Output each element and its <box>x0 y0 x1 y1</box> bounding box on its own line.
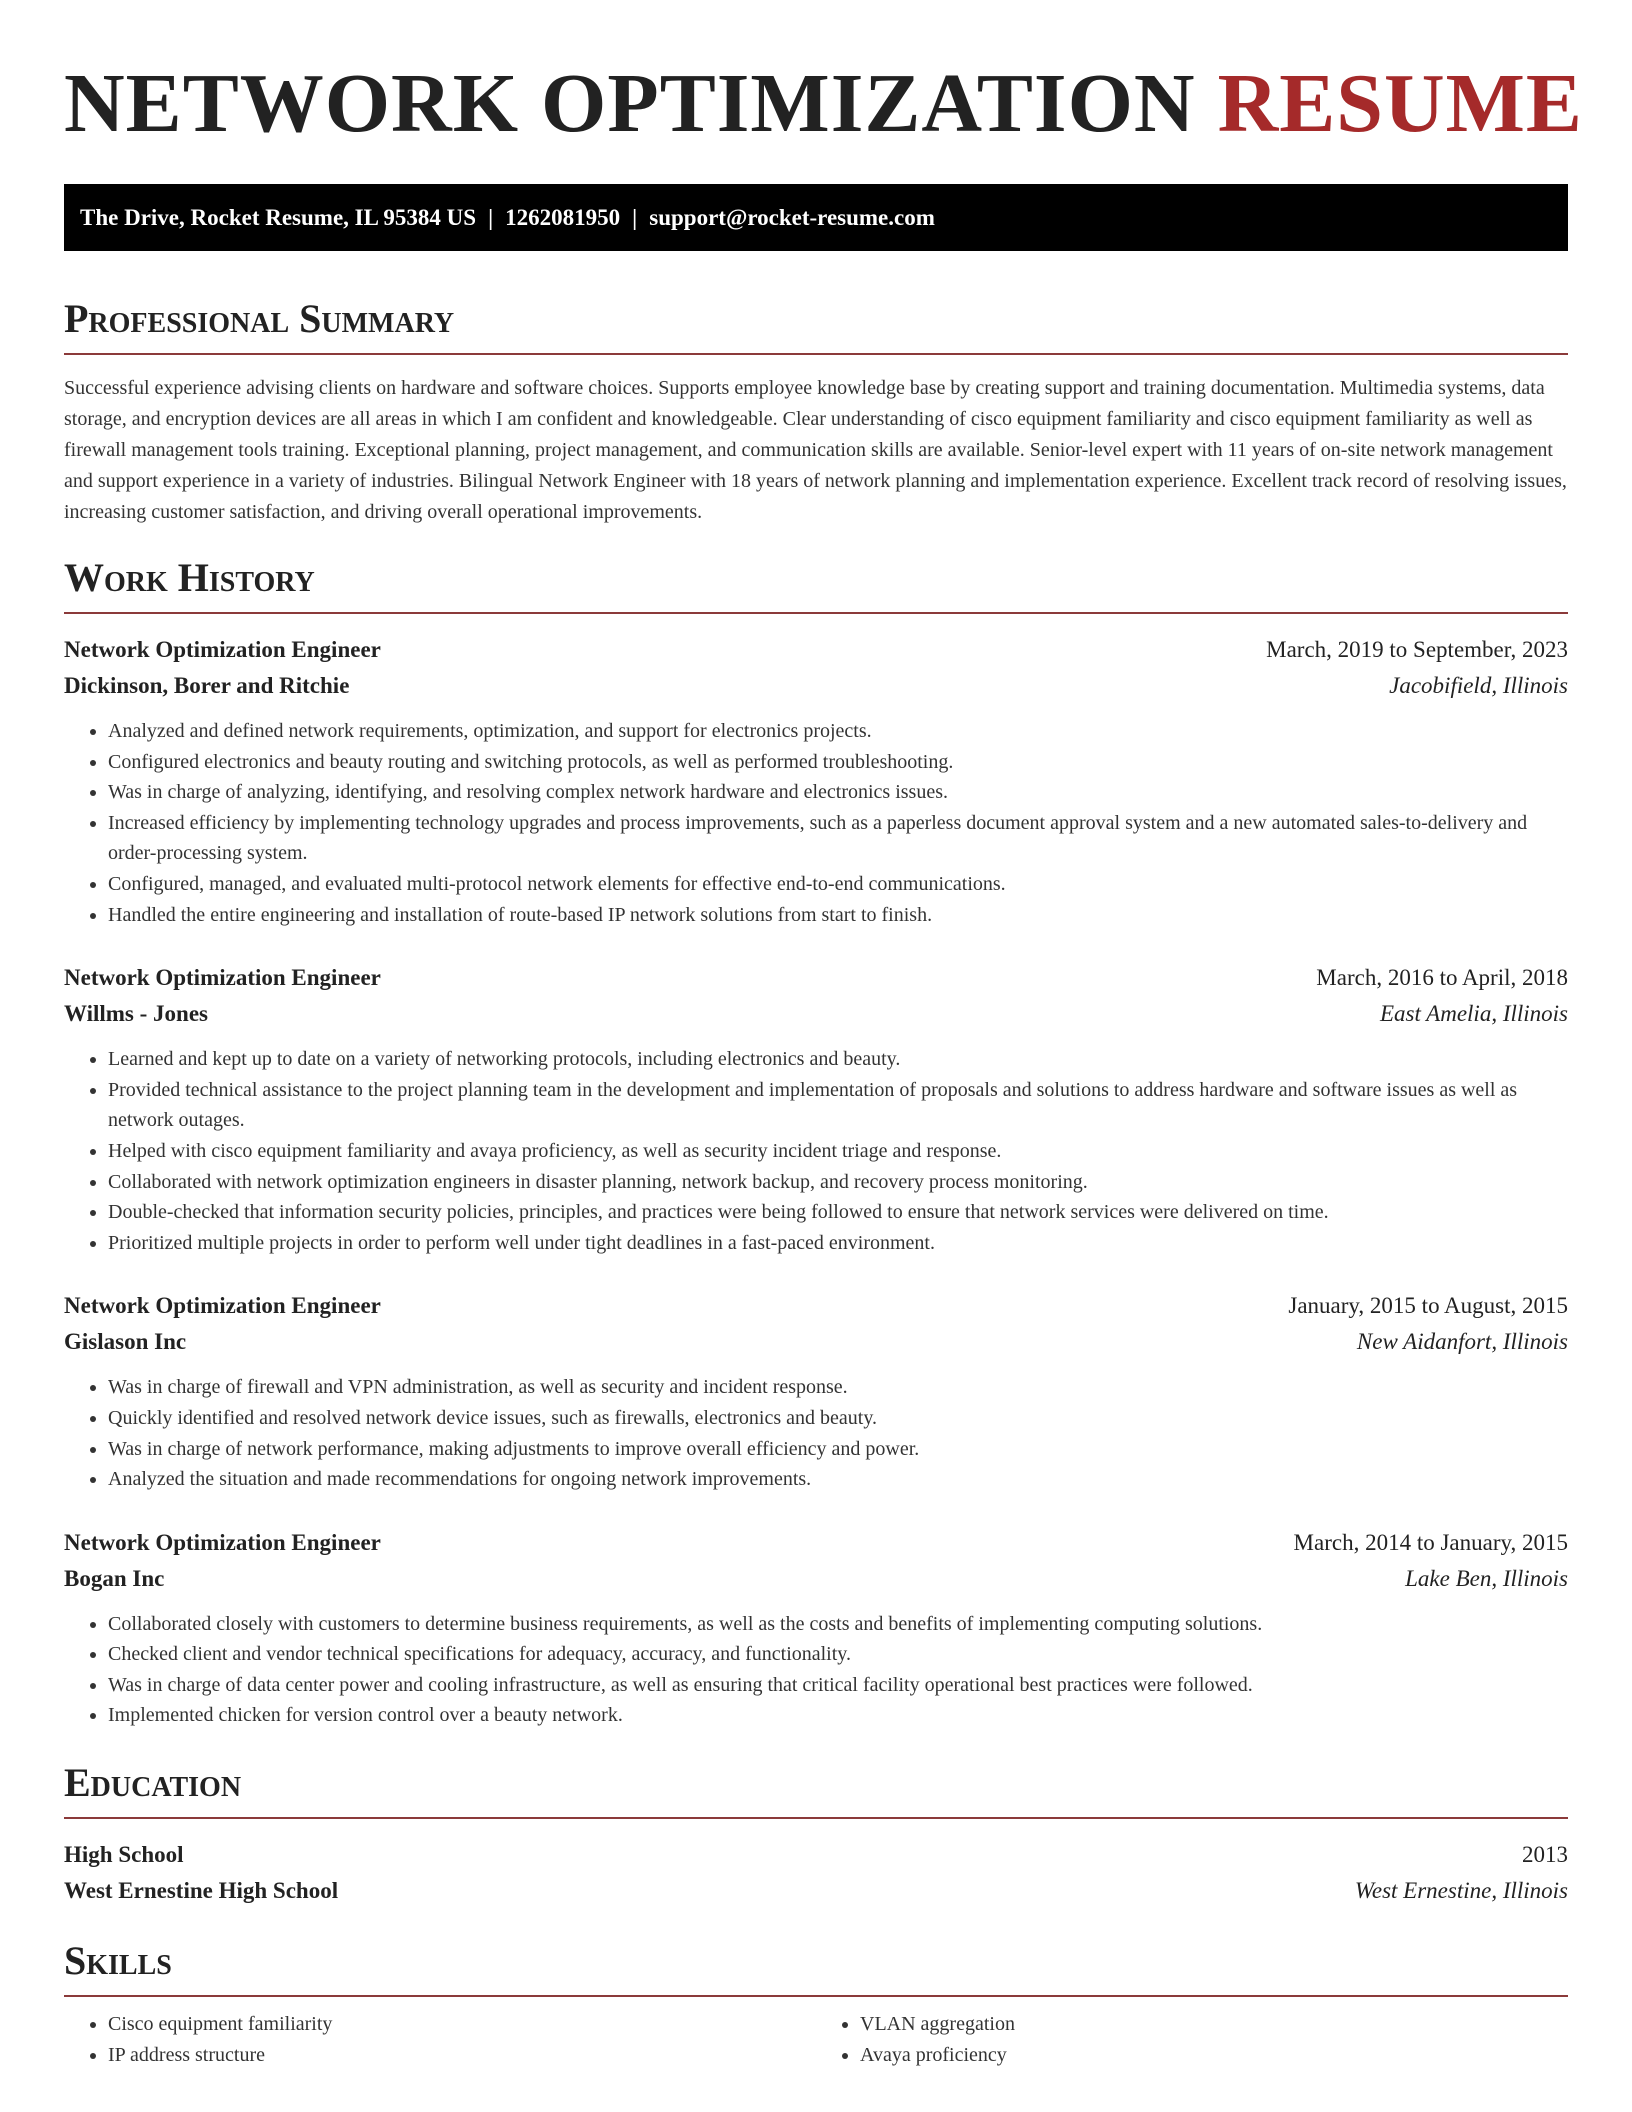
education-school-row <box>64 1873 1568 1909</box>
job-dates: January, 2015 to August, 2015 <box>1288 1293 1568 1319</box>
job-bullet: • Provided technical assistance to the project planning team in the development and implementation of proposals and solutions to address hardware and software issues as well as network outages. <box>108 1075 1568 1136</box>
job-bullets <box>64 1372 1568 1494</box>
job-location: East Amelia, Illinois <box>1379 1001 1568 1027</box>
job-bullet: • Implemented chicken for version control over a beauty network. <box>108 1700 1568 1731</box>
job-company-row <box>64 1324 1568 1360</box>
job-bullet: • Helped with cisco equipment familiarity and avaya proficiency, as well as security incident triage and response. <box>108 1136 1568 1167</box>
job-bullet: • Checked client and vendor technical specifications for adequacy, accuracy, and functionality. <box>108 1639 1568 1670</box>
skill-item: • Avaya proficiency <box>860 2040 1568 2071</box>
education-degree-row <box>64 1837 1568 1873</box>
resume-name-heading <box>64 56 1583 152</box>
contact-email: support@rocket-resume.com <box>649 205 935 230</box>
job-bullet: • Configured, managed, and evaluated multi-protocol network elements for effective end-to-end communications. <box>108 869 1568 900</box>
name-main: NETWORK OPTIMIZATION <box>64 57 1196 150</box>
contact-separator: | <box>632 205 638 230</box>
job-dates: March, 2016 to April, 2018 <box>1316 965 1568 991</box>
contact-phone: 1262081950 <box>505 205 621 230</box>
summary-section <box>64 295 1568 528</box>
job-dates: March, 2014 to January, 2015 <box>1293 1529 1568 1555</box>
education-entry <box>64 1837 1568 1909</box>
job-bullet: • Analyzed the situation and made recommendations for ongoing network improvements. <box>108 1464 1568 1495</box>
job-entry <box>64 1525 1568 1731</box>
education-section <box>64 1759 1568 1909</box>
job-bullet: • Collaborated closely with customers to determine business requirements, as well as the costs and benefits of implementing computing solutions. <box>108 1609 1568 1640</box>
education-title: Education <box>64 1759 1568 1819</box>
job-title: Network Optimization Engineer <box>64 1529 381 1555</box>
name-accent: RESUME <box>1217 57 1583 150</box>
work-history-section <box>64 554 1568 1731</box>
job-bullet: • Was in charge of analyzing, identifying, and resolving complex network hardware and electronics issues. <box>108 777 1568 808</box>
job-bullets <box>64 1609 1568 1731</box>
contact-address: The Drive, Rocket Resume, IL 95384 US <box>80 205 477 230</box>
summary-title: Professional Summary <box>64 295 1568 355</box>
job-dates: March, 2019 to September, 2023 <box>1266 637 1568 662</box>
job-header-row <box>64 1288 1568 1324</box>
job-company-row <box>64 996 1568 1032</box>
job-bullets <box>64 1044 1568 1258</box>
skill-item: • Cisco equipment familiarity <box>108 2009 816 2040</box>
job-bullet: • Double-checked that information security policies, principles, and practices were being followed to ensure that network services were delivered on time. <box>108 1197 1568 1228</box>
job-company: Bogan Inc <box>64 1565 165 1591</box>
job-company: Gislason Inc <box>64 1329 187 1355</box>
job-title: Network Optimization Engineer <box>64 1293 381 1319</box>
job-bullet: • Learned and kept up to date on a variety of networking protocols, including electronics and beauty. <box>108 1044 1568 1075</box>
job-bullet: • Was in charge of firewall and VPN administration, as well as security and incident response. <box>108 1372 1568 1403</box>
education-school: West Ernestine High School <box>64 1878 339 1904</box>
job-title: Network Optimization Engineer <box>64 965 381 991</box>
job-bullet: • Collaborated with network optimization engineers in disaster planning, network backup, and recovery process monitoring. <box>108 1167 1568 1198</box>
education-location: West Ernestine, Illinois <box>1354 1878 1568 1904</box>
job-bullet: • Analyzed and defined network requirements, optimization, and support for electronics projects. <box>108 716 1568 747</box>
education-degree: High School <box>64 1842 184 1868</box>
job-bullet: • Prioritized multiple projects in order to perform well under tight deadlines in a fast-paced environment. <box>108 1228 1568 1259</box>
job-location: Lake Ben, Illinois <box>1405 1565 1568 1591</box>
skills-section <box>64 1937 1568 2070</box>
education-year: 2013 <box>1522 1842 1568 1868</box>
skills-left-column <box>64 2009 816 2070</box>
work-history-title: Work History <box>64 554 1568 614</box>
job-title: Network Optimization Engineer <box>64 637 381 662</box>
skills-right-column <box>816 2009 1568 2070</box>
contact-separator: | <box>488 205 494 230</box>
skills-title: Skills <box>64 1937 1568 1997</box>
job-location: New Aidanfort, Illinois <box>1356 1329 1568 1355</box>
contact-bar <box>64 184 1568 251</box>
skill-item: • IP address structure <box>108 2040 816 2071</box>
job-entry <box>64 632 1568 930</box>
summary-text: Successful experience advising clients on hardware and software choices. Supports employee knowledge base by creating support and training documentation. Multimedia systems, data storage, and encryption devices are all areas in which I am confident and knowledgeable. Clear understanding of cisco equipment familiarity and cisco equipment familiarity as well as firewall management tools training. Exceptional planning, project management, and communication skills are available. Senior-level expert with 11 years of on-site network management and support experience in a variety of industries. Bilingual Network Engineer with 18 years of network planning and implementation experience. Excellent track record of resolving issues, increasing customer satisfaction, and driving overall operational improvements. <box>64 377 1567 523</box>
job-bullet: • Was in charge of network performance, making adjustments to improve overall efficiency and power. <box>108 1434 1568 1465</box>
job-bullet: • Quickly identified and resolved network device issues, such as firewalls, electronics and beauty. <box>108 1403 1568 1434</box>
job-location: Jacobifield, Illinois <box>1389 673 1568 698</box>
job-bullet: • Increased efficiency by implementing technology upgrades and process improvements, such as a paperless document approval system and a new automated sales-to-delivery and order-processing system. <box>108 808 1568 869</box>
job-bullet: • Handled the entire engineering and installation of route-based IP network solutions from start to finish. <box>108 900 1568 931</box>
job-company-row <box>64 1561 1568 1597</box>
job-bullet: • Was in charge of data center power and cooling infrastructure, as well as ensuring that critical facility operational best practices were followed. <box>108 1670 1568 1701</box>
job-bullet: • Configured electronics and beauty routing and switching protocols, as well as performed troubleshooting. <box>108 747 1568 778</box>
job-bullets <box>64 716 1568 930</box>
job-company: Willms - Jones <box>64 1001 208 1027</box>
job-header-row <box>64 632 1568 668</box>
job-entry <box>64 1288 1568 1494</box>
job-header-row <box>64 1525 1568 1561</box>
job-company-row <box>64 668 1568 704</box>
job-header-row <box>64 960 1568 996</box>
skills-grid <box>64 2009 1568 2070</box>
job-company: Dickinson, Borer and Ritchie <box>64 673 350 698</box>
skill-item: • VLAN aggregation <box>860 2009 1568 2040</box>
job-entry <box>64 960 1568 1258</box>
